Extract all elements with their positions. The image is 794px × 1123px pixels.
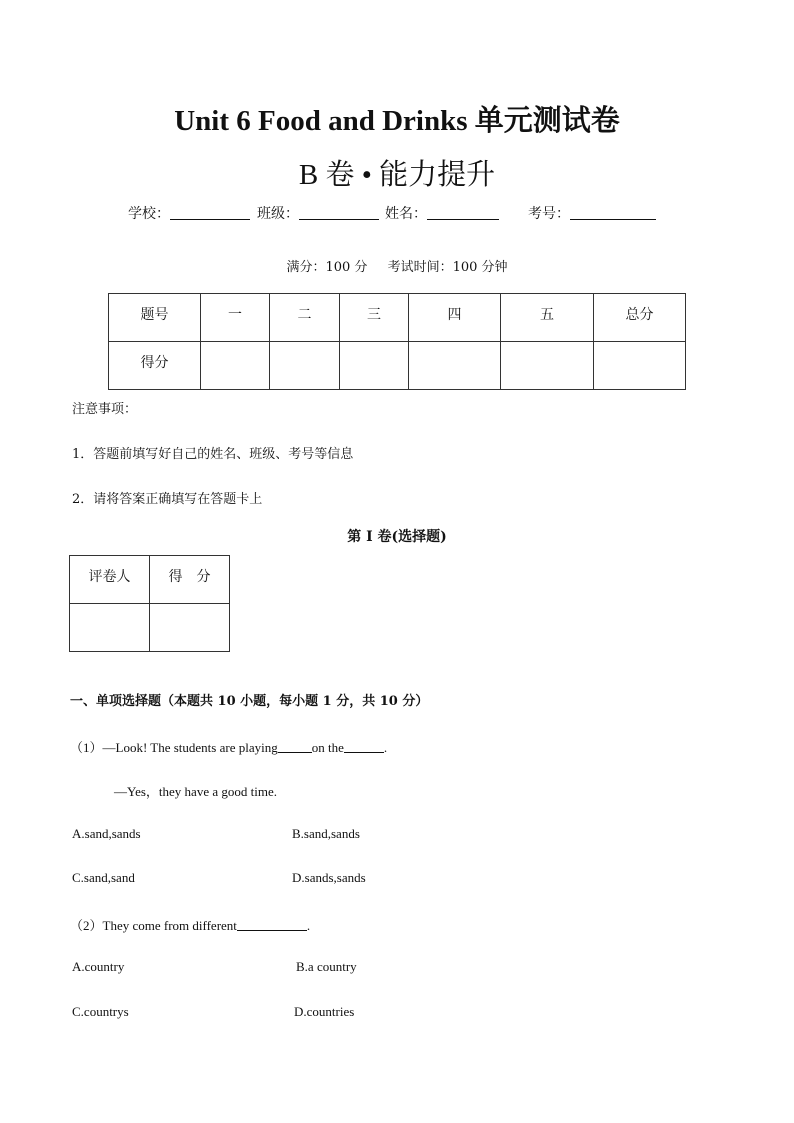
answer-blank[interactable] bbox=[237, 918, 307, 931]
score-table-header: 总分 bbox=[594, 294, 686, 342]
option-b[interactable]: B.a country bbox=[296, 959, 357, 974]
grader-score-cell[interactable] bbox=[150, 604, 230, 652]
score-table-score-row bbox=[109, 342, 686, 390]
score-cell[interactable] bbox=[270, 342, 340, 390]
question-stem bbox=[70, 915, 310, 934]
exam-no-blank bbox=[570, 205, 656, 220]
score-table-header: 一 bbox=[201, 294, 270, 342]
name-field bbox=[385, 203, 499, 223]
score-table-header: 三 bbox=[340, 294, 409, 342]
name-label: 姓名： bbox=[385, 206, 427, 222]
grader-table bbox=[69, 555, 230, 652]
exam-no-label: 考号： bbox=[528, 206, 570, 222]
notice-item: 1．答题前填写好自己的姓名、班级、考号等信息 bbox=[72, 447, 354, 462]
question-stem-text: . bbox=[383, 740, 388, 755]
question-reply: —Yes，they have a good time. bbox=[114, 784, 277, 799]
option-d[interactable]: D.countries bbox=[294, 1004, 355, 1019]
school-blank bbox=[170, 205, 250, 220]
score-table-header: 二 bbox=[270, 294, 340, 342]
score-table-header-row bbox=[109, 294, 686, 342]
class-blank bbox=[299, 205, 379, 220]
option-a[interactable]: A.country bbox=[72, 959, 125, 974]
score-table-header: 五 bbox=[501, 294, 594, 342]
grader-cell[interactable] bbox=[70, 604, 150, 652]
question-stem-text: on the bbox=[311, 740, 344, 755]
option-d[interactable]: D.sands,sands bbox=[292, 870, 366, 885]
notice-title: 注意事项： bbox=[72, 402, 138, 417]
school-label: 学校： bbox=[128, 206, 170, 222]
class-label: 班级： bbox=[257, 206, 299, 222]
answer-blank[interactable] bbox=[344, 740, 384, 753]
full-score: 满分：100 分 bbox=[286, 260, 368, 275]
grader-table-input-row bbox=[70, 604, 230, 652]
exam-time: 考试时间：100 分钟 bbox=[387, 260, 508, 275]
option-b[interactable]: B.sand,sands bbox=[292, 826, 360, 841]
score-table bbox=[108, 293, 686, 390]
notice-item: 2．请将答案正确填写在答题卡上 bbox=[72, 492, 263, 507]
score-row-label: 得分 bbox=[109, 342, 201, 390]
score-table-header: 四 bbox=[409, 294, 501, 342]
score-cell[interactable] bbox=[501, 342, 594, 390]
score-table-header: 题号 bbox=[109, 294, 201, 342]
school-field bbox=[128, 203, 250, 223]
score-cell[interactable] bbox=[340, 342, 409, 390]
section-heading: 一、单项选择题（本题共 10 小题，每小题 1 分，共 10 分） bbox=[70, 694, 429, 709]
option-a[interactable]: A.sand,sands bbox=[72, 826, 141, 841]
score-cell[interactable] bbox=[201, 342, 270, 390]
exam-no-field bbox=[528, 203, 656, 223]
exam-meta bbox=[0, 256, 794, 275]
question-stem-text: （1）—Look! The students are playing bbox=[70, 740, 278, 755]
question-stem-text: （2）They come from different bbox=[70, 918, 237, 933]
part-heading: 第 I 卷(选择题) bbox=[347, 529, 447, 545]
option-c[interactable]: C.countrys bbox=[72, 1004, 129, 1019]
question-stem bbox=[70, 737, 387, 756]
score-cell[interactable] bbox=[594, 342, 686, 390]
page-subtitle: B 卷 • 能力提升 bbox=[298, 159, 496, 191]
answer-blank[interactable] bbox=[278, 740, 312, 753]
grader-label: 评卷人 bbox=[70, 556, 150, 604]
page-title: Unit 6 Food and Drinks 单元测试卷 bbox=[174, 105, 620, 137]
name-blank bbox=[427, 205, 499, 220]
grader-score-label: 得 分 bbox=[150, 556, 230, 604]
score-cell[interactable] bbox=[409, 342, 501, 390]
question-stem-text: . bbox=[306, 918, 311, 933]
option-c[interactable]: C.sand,sand bbox=[72, 870, 135, 885]
class-field bbox=[257, 203, 379, 223]
grader-table-header-row bbox=[70, 556, 230, 604]
